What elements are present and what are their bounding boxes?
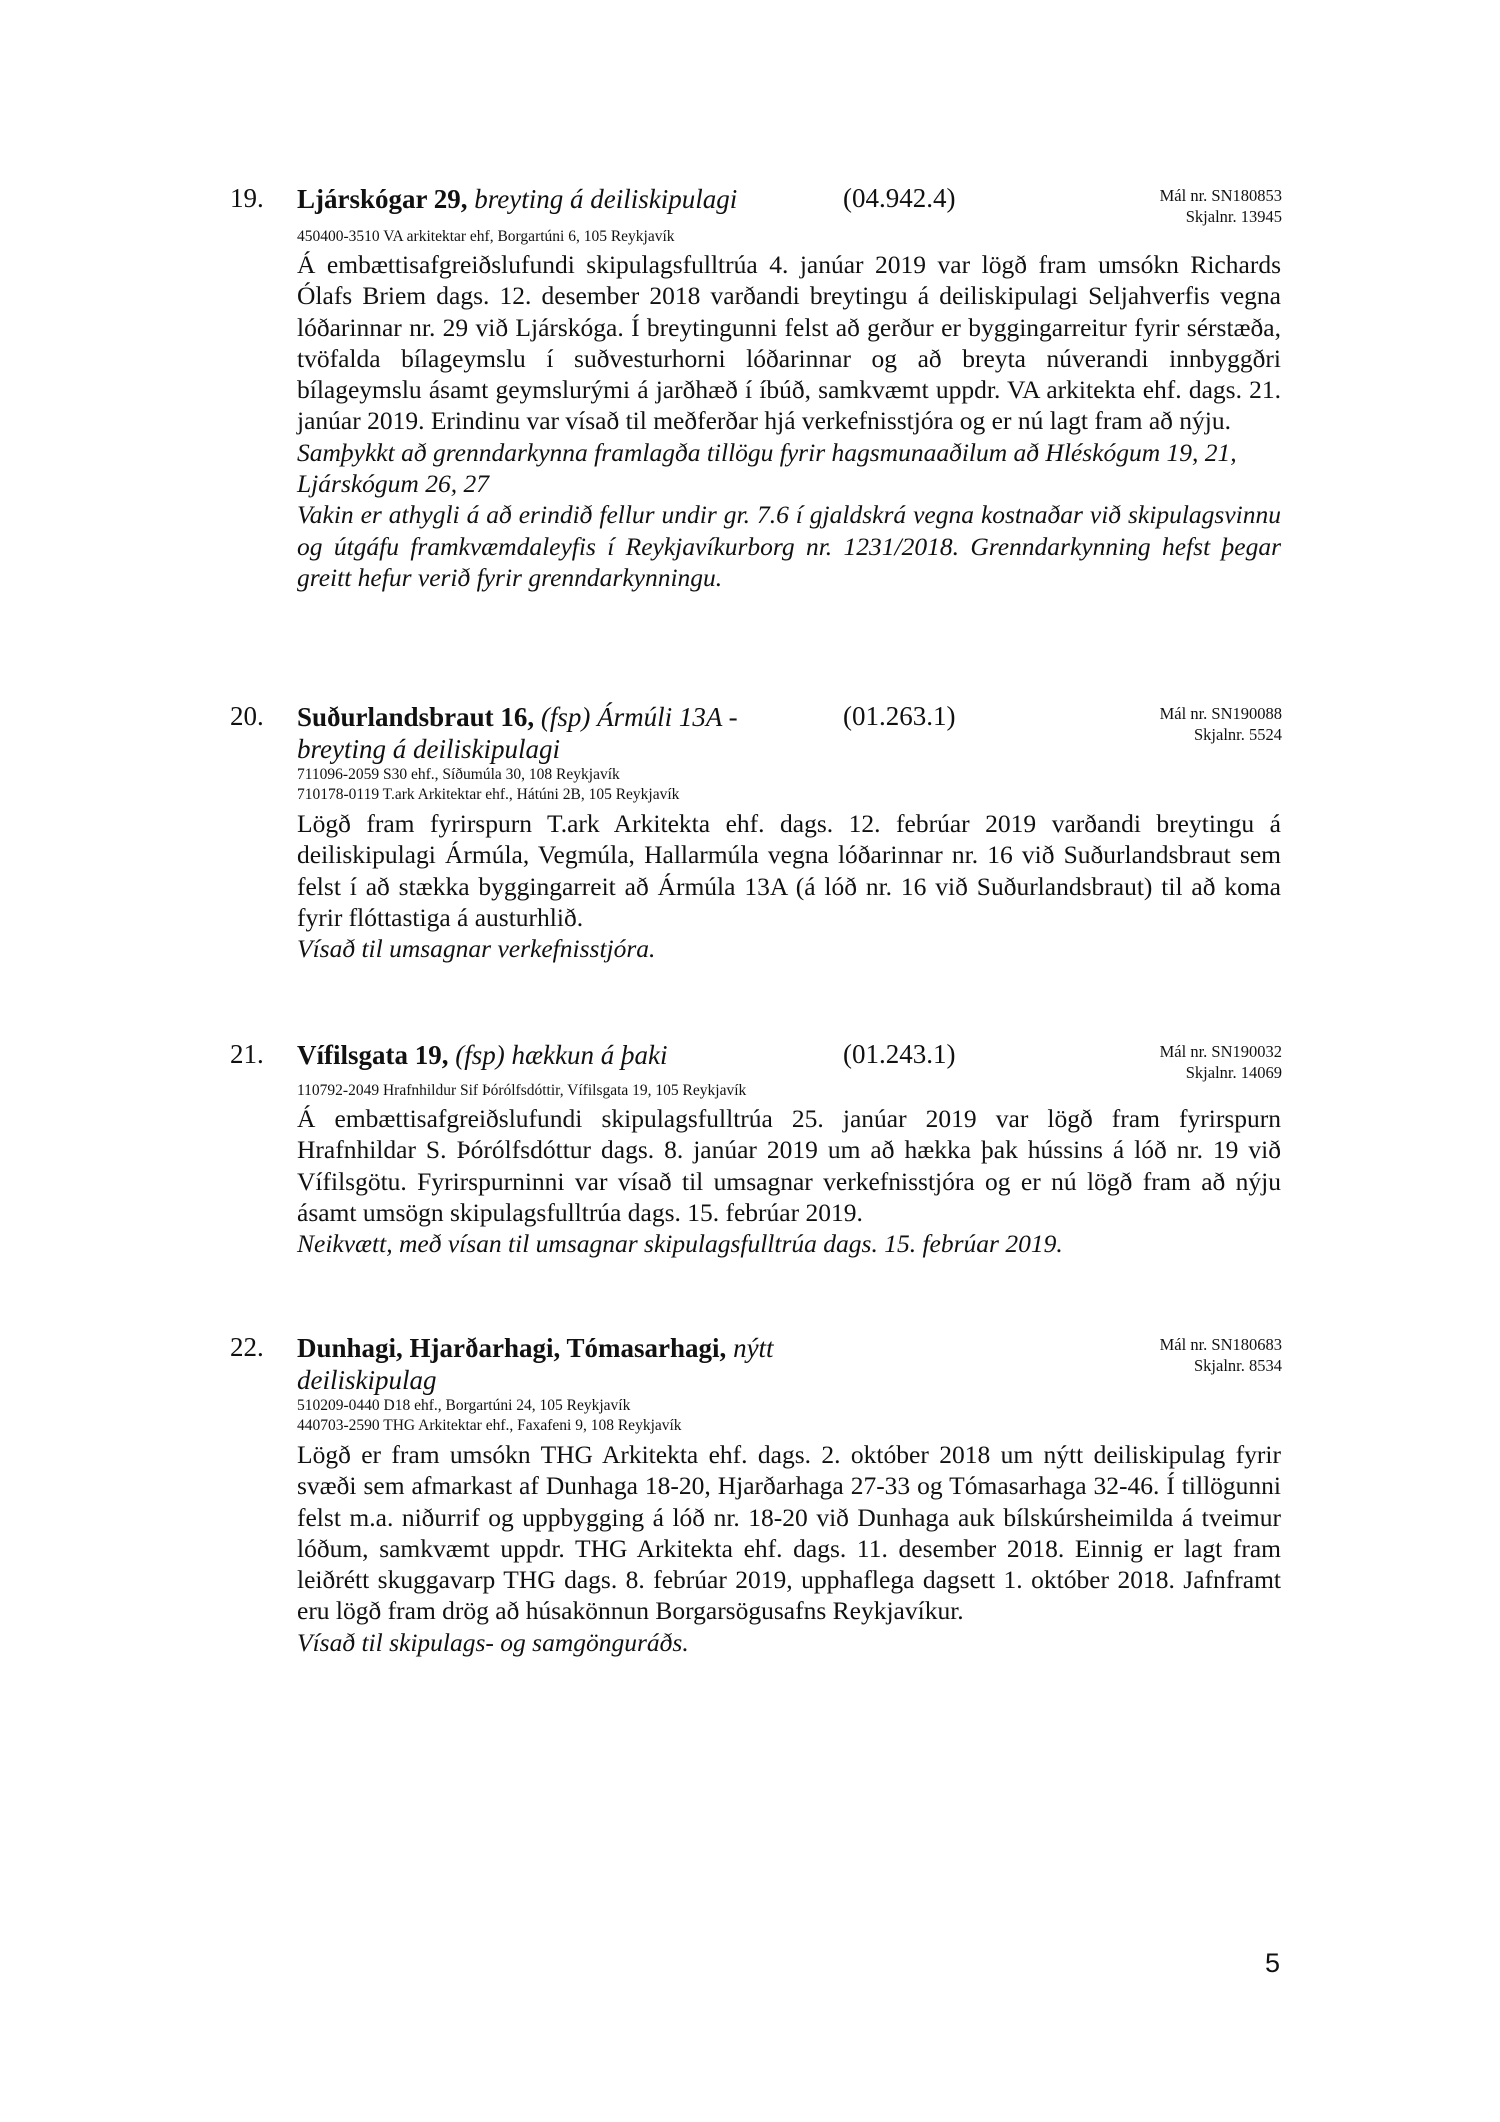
document-number: Skjalnr. 14069 (1185, 1063, 1282, 1082)
item-title-address: Ljárskógar 29, (297, 184, 468, 214)
case-number: Mál nr. SN190032 (1159, 1042, 1282, 1061)
item-title-address: Suðurlandsbraut 16, (297, 702, 535, 732)
item-number: 19. (230, 183, 264, 213)
item-land-code: (04.942.4) (843, 183, 956, 213)
item-title-address: Dunhagi, Hjarðarhagi, Tómasarhagi, (297, 1333, 727, 1363)
item-reference (1160, 1334, 1282, 1376)
owner-line: 110792-2049 Hrafnhildur Sif Þórólfsdóttir, Vífilsgata 19, 105 Reykjavík (297, 1082, 747, 1099)
item-conclusion: Vísað til skipulags- og samgönguráðs. (297, 1627, 689, 1657)
case-number: Mál nr. SN180853 (1159, 186, 1282, 205)
item-title (297, 1039, 807, 1071)
item-conclusion: Neikvætt, með vísan til umsagnar skipulagsfulltrúa dags. 15. febrúar 2019. (297, 1229, 1063, 1259)
item-description: Lögð er fram umsókn THG Arkitekta ehf. dags. 2. október 2018 um nýtt deiliskipulag fyrir svæði sem afmarkast af Dunhaga 18-20, Hjarðarhaga 27-33 og Tómasarhaga 32-46. Í tillögunni felst m.a. niðurrif og uppbygging á lóð nr. 18-20 við Dunhaga auk bílskúrsheimilda á tveimur lóðum, samkvæmt uppdr. THG Arkitekta ehf. dags. 11. desember 2018. Einnig er lagt fram leiðrétt skuggavarp THG dags. 8. febrúar 2019, upphaflega dagsett 1. október 2018. Jafnframt eru lögð fram drög að húsakönnun Borgarsögusafns Reykjavíkur. (297, 1440, 1281, 1626)
case-number: Mál nr. SN190088 (1159, 704, 1282, 723)
document-number: Skjalnr. 5524 (1193, 725, 1282, 744)
owner-line: 710178-0119 T.ark Arkitektar ehf., Hátúni 2B, 105 Reykjavík (297, 786, 680, 803)
item-owners (297, 765, 679, 805)
item-description: Lögð fram fyrirspurn T.ark Arkitekta ehf. dags. 12. febrúar 2019 varðandi breytingu á deiliskipulagi Ármúla, Vegmúla, Hallarmúla vegna lóðarinnar nr. 16 við Suðurlandsbraut sem felst í að stækka byggingarreit að Ármúla 13A (á lóð nr. 16 við Suðurlandsbraut) til að koma fyrir flóttastiga á austurhlið. (297, 809, 1281, 932)
item-owners (297, 227, 675, 247)
item-number: 20. (230, 701, 264, 731)
owner-line: 440703-2590 THG Arkitektar ehf., Faxafeni 9, 108 Reykjavík (297, 1417, 682, 1434)
item-conclusion: Vakin er athygli á að erindið fellur undir gr. 7.6 í gjaldskrá vegna kostnaðar við skipulagsvinnu og útgáfu framkvæmdaleyfis í Reykjavíkurborg nr. 1231/2018. Grenndarkynning hefst þegar greitt hefur verið fyrir grenndarkynningu. (297, 500, 1281, 592)
item-number: 21. (230, 1039, 264, 1069)
document-number: Skjalnr. 13945 (1185, 207, 1282, 226)
item-title (297, 701, 767, 765)
item-title-address: Vífilsgata 19, (297, 1040, 449, 1070)
document-number: Skjalnr. 8534 (1193, 1356, 1282, 1375)
item-land-code: (01.243.1) (843, 1039, 956, 1069)
item-title (297, 1332, 857, 1396)
item-description: Á embættisafgreiðslufundi skipulagsfulltrúa 4. janúar 2019 var lögð fram umsókn Richards Ólafs Briem dags. 12. desember 2018 varðandi breytingu á deiliskipulagi Seljahverfis vegna lóðarinnar nr. 29 við Ljárskóga. Í breytingunni felst að gerður er byggingarreitur fyrir sérstæða, tvöfalda bílageymslu í suðvesturhorni lóðarinnar og að breyta núverandi innbyggðri bílageymslu ásamt geymslurými á jarðhæð í íbúð, samkvæmt uppdr. VA arkitekta ehf. dags. 21. janúar 2019. Erindinu var vísað til meðferðar hjá verkefnisstjóra og er nú lagt fram að nýju. (297, 250, 1281, 436)
owner-line: 711096-2059 S30 ehf., Síðumúla 30, 108 Reykjavík (297, 766, 620, 783)
page-number: 5 (1264, 1948, 1280, 1978)
owner-line: 510209-0440 D18 ehf., Borgartúni 24, 105 Reykjavík (297, 1397, 631, 1414)
item-title-subject: breyting á deiliskipulagi (474, 184, 738, 214)
item-conclusion: Samþykkt að grenndarkynna framlagða tillögu fyrir hagsmunaaðilum að Hléskógum 19, 21, Ljárskógum 26, 27 (297, 437, 1237, 499)
item-conclusion: Vísað til umsagnar verkefnisstjóra. (297, 934, 656, 964)
owner-line: 450400-3510 VA arkitektar ehf, Borgartúni 6, 105 Reykjavík (297, 228, 675, 245)
item-owners (297, 1396, 682, 1436)
item-title-subject: nýtt deiliskipulag (297, 1333, 774, 1395)
item-title-subject: (fsp) hækkun á þaki (455, 1040, 668, 1070)
item-reference (1160, 703, 1282, 745)
item-reference (1160, 1041, 1282, 1083)
item-number: 22. (230, 1332, 264, 1362)
item-body (297, 1439, 1281, 1658)
item-land-code: (01.263.1) (843, 701, 956, 731)
item-title (297, 183, 807, 215)
case-number: Mál nr. SN180683 (1159, 1335, 1282, 1354)
item-title-subject: (fsp) Ármúli 13A - breyting á deiliskipulagi (297, 702, 738, 764)
item-body (297, 249, 1281, 593)
item-body (297, 808, 1281, 964)
item-owners (297, 1081, 746, 1101)
item-body (297, 1103, 1281, 1259)
item-reference (1160, 185, 1282, 227)
item-description: Á embættisafgreiðslufundi skipulagsfulltrúa 25. janúar 2019 var lögð fram fyrirspurn Hrafnhildar S. Þórólfsdóttur dags. 8. janúar 2019 um að hækka þak hússins á lóð nr. 19 við Vífilsgötu. Fyrirspurninni var vísað til umsagnar verkefnisstjóra og er nú lögð fram að nýju ásamt umsögn skipulagsfulltrúa dags. 15. febrúar 2019. (297, 1104, 1281, 1227)
